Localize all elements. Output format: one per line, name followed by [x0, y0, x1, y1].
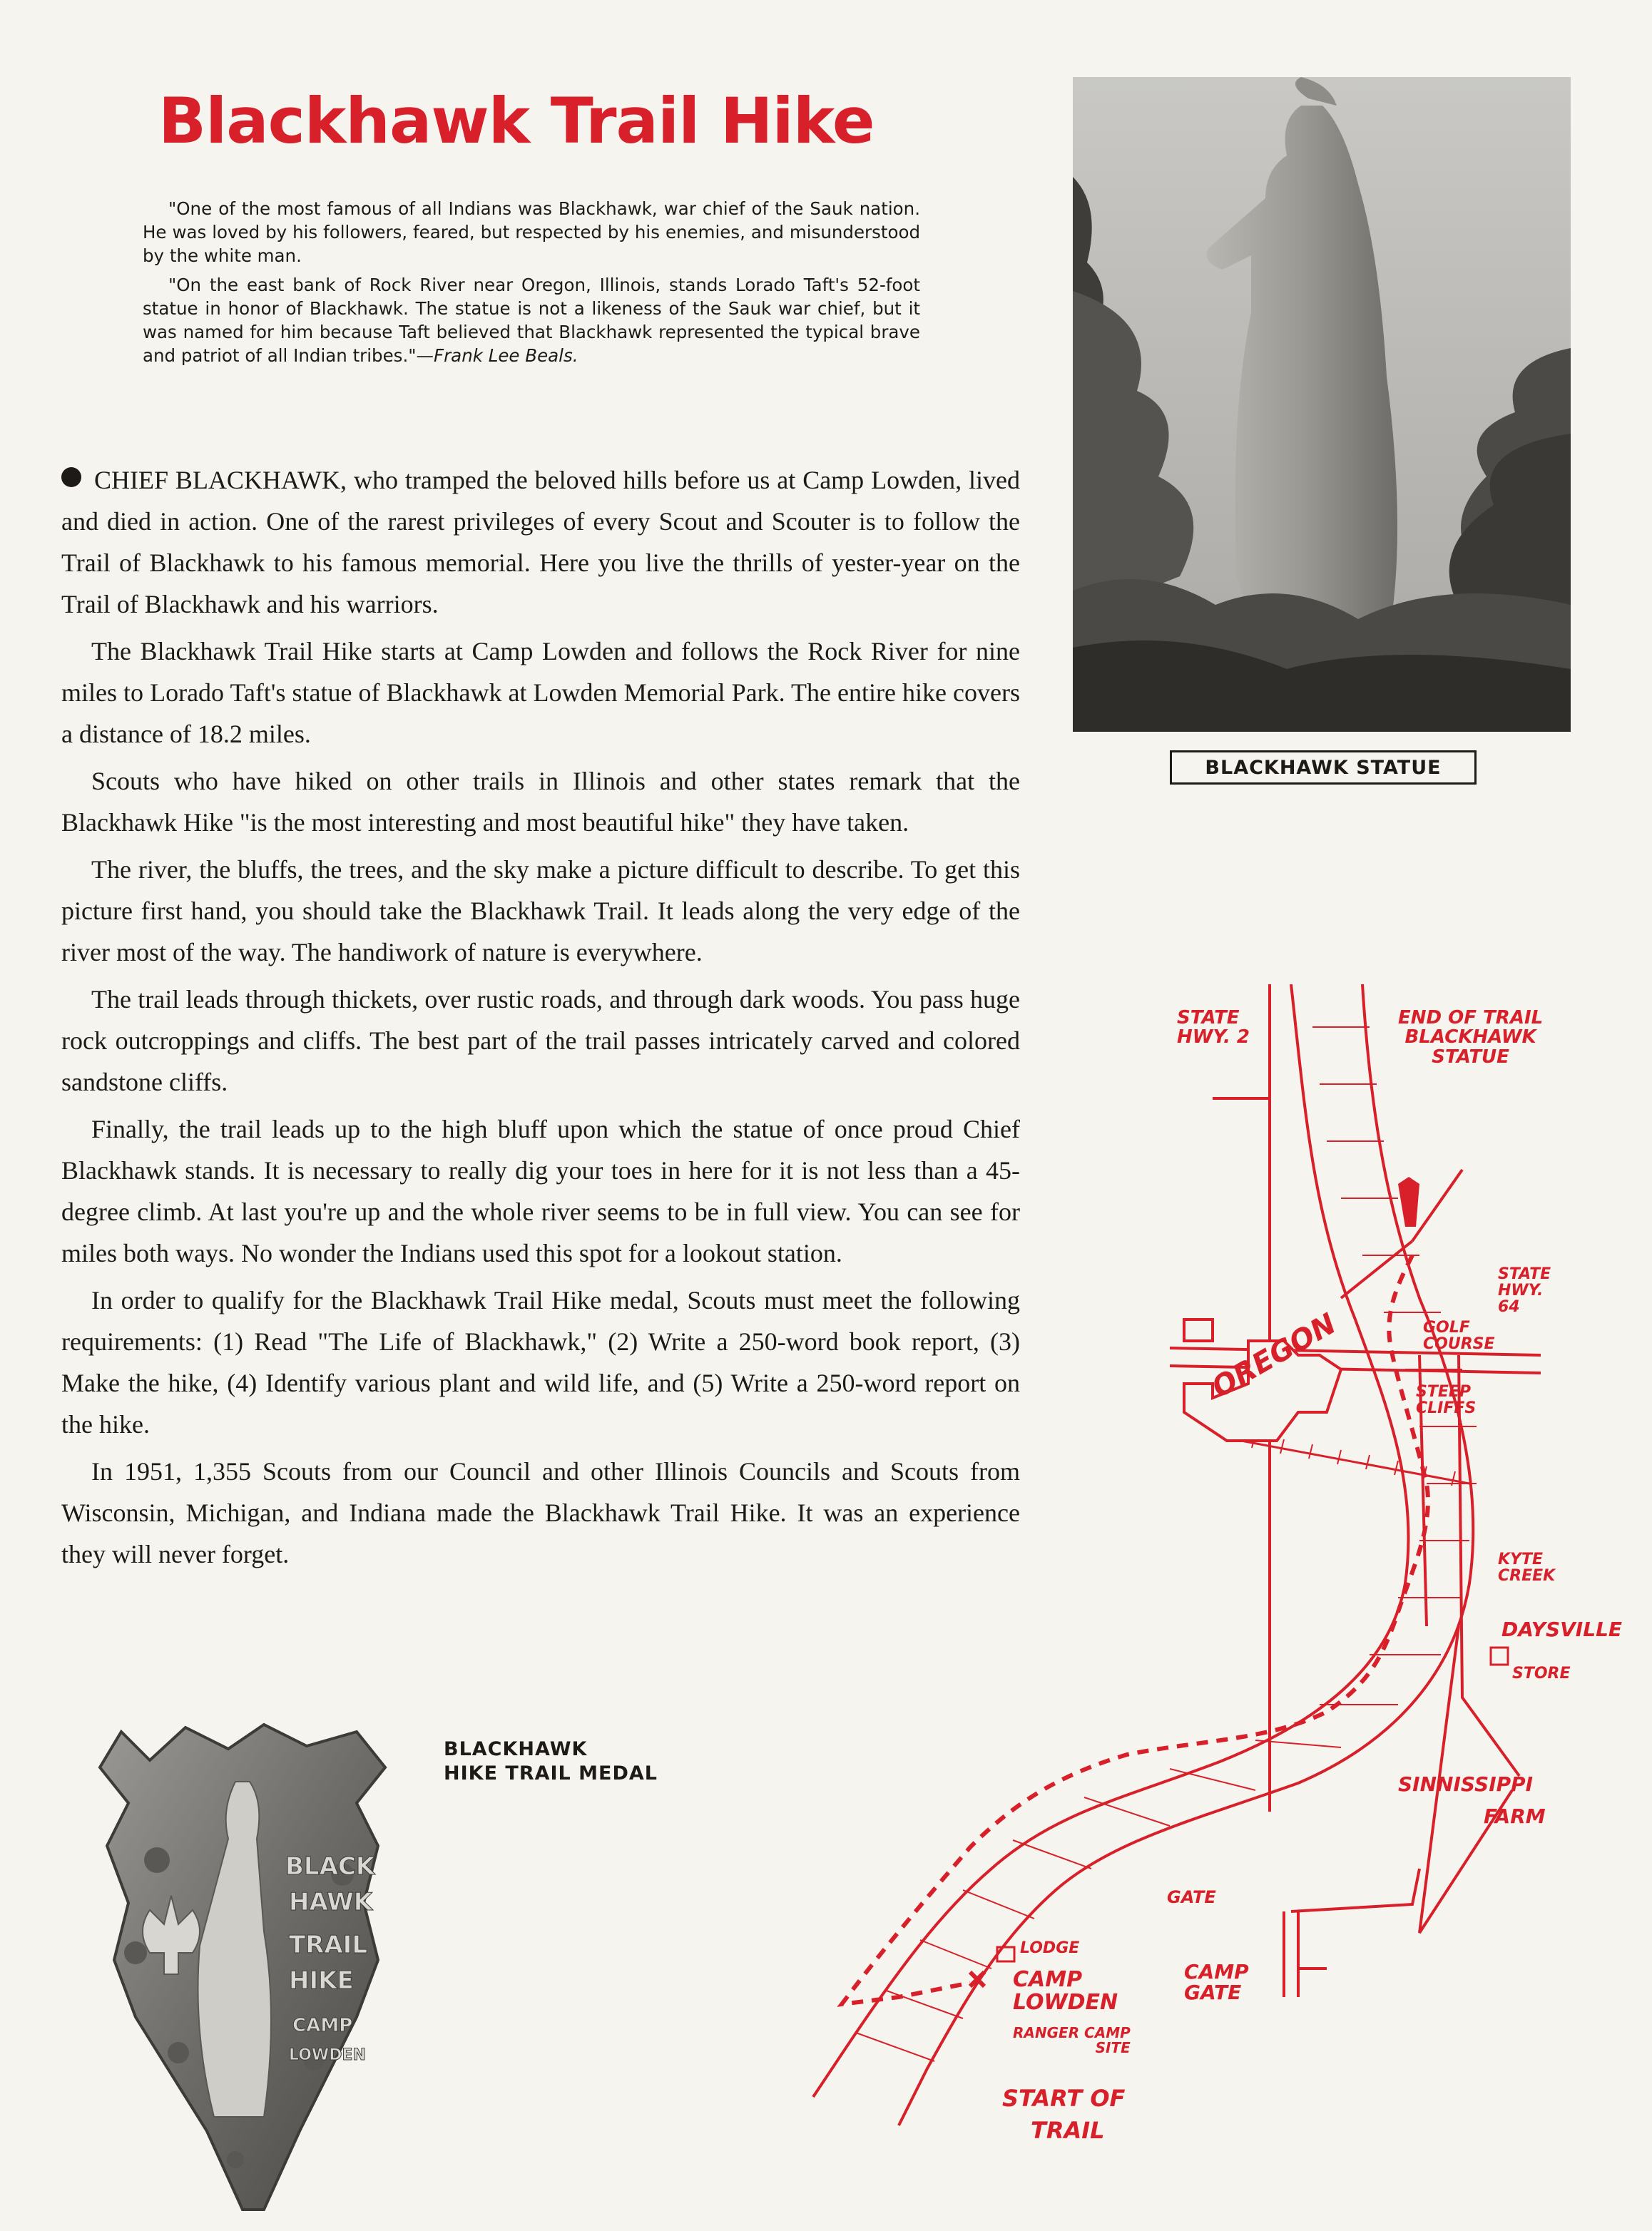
label-kyte-creek: KYTE CREEK [1498, 1551, 1556, 1586]
label-golf-course: GOLF COURSE [1423, 1319, 1495, 1354]
body-paragraph-4: The river, the bluffs, the trees, and the sky make a picture difficult to describe. To get this picture first hand, you should take the Blackhawk Trail. It leads along the very edge of the river most of the way. The handiwork of nature is everywhere. [61, 855, 1020, 966]
arrowhead-medal-icon [71, 1717, 428, 2217]
label-camp-lowden: CAMP LOWDEN [1013, 1967, 1118, 2015]
label-state-hwy-64: STATE HWY. 64 [1498, 1265, 1551, 1317]
trail-map-drawing [756, 984, 1584, 2140]
medal-word-3: TRAIL [289, 1931, 368, 1959]
bullet-icon [61, 467, 81, 487]
body-paragraph-8: In 1951, 1,355 Scouts from our Council and other Illinois Councils and Scouts from Wisconsin, Michigan, and Indiana made the Blackhawk Trail Hike. It was an experience they will never forget. [61, 1457, 1020, 1568]
label-store: STORE [1512, 1665, 1571, 1683]
statue-photo-icon [1073, 77, 1571, 732]
medal-word-1: BLACK [285, 1852, 375, 1881]
quote-paragraph-1: "One of the most famous of all Indians was Blackhawk, war chief of the Sauk nation. He was loved by his followers, feared, but respected by his enemies, and misunderstood by the white man. [143, 198, 920, 266]
photo-caption: BLACKHAWK STATUE [1170, 750, 1477, 785]
label-state-hwy-2: STATE HWY. 2 [1177, 1007, 1250, 1048]
medal-word-5: CAMP [292, 2015, 353, 2036]
medal-word-4: HIKE [289, 1966, 354, 1995]
trail-map [756, 984, 1623, 2144]
quote-attribution: —Frank Lee Beals. [416, 345, 578, 366]
label-lodge: LODGE [1020, 1939, 1080, 1957]
label-oregon: OREGON [1206, 1307, 1342, 1405]
medal-word-2: HAWK [289, 1888, 373, 1916]
label-daysville: DAYSVILLE [1501, 1618, 1623, 1641]
page-title: Blackhawk Trail Hike [158, 84, 875, 158]
label-ranger-camp-site: RANGER CAMP SITE [1013, 2024, 1131, 2056]
label-sinnissippi-farm: SINNISSIPPI FARM [1398, 1772, 1546, 1828]
body-paragraph-2: The Blackhawk Trail Hike starts at Camp Lowden and follows the Rock River for nine miles to Lorado Taft's statue of Blackhawk at Lowden Memorial Park. The entire hike covers a distance of 18.2 miles. [61, 637, 1020, 748]
trail-medal-image [71, 1717, 428, 2217]
quote-paragraph-2: "On the east bank of Rock River near Oregon, Illinois, stands Lorado Taft's 52-foot statue in honor of Blackhawk. The statue is not a likeness of the Sauk war chief, but it was named for him because Taft believed that Blackhawk represented the typical brave and patriot of all Indian tribes."—Frank Lee Beals. [143, 275, 920, 366]
body-paragraph-5: The trail leads through thickets, over rustic roads, and through dark woods. You pass huge rock outcroppings and cliffs. The best part of the trail passes intricately carved and colored sandstone cliffs. [61, 985, 1020, 1096]
body-paragraph-3: Scouts who have hiked on other trails in Illinois and other states remark that the Blackhawk Hike "is the most interesting and most beautiful hike" they have taken. [61, 767, 1020, 837]
body-paragraph-1: CHIEF BLACKHAWK, who tramped the beloved hills before us at Camp Lowden, lived and died in action. One of the rarest privileges of every Scout and Scouter is to follow the Trail of Blackhawk to his famous memorial. Here you live the thrills of yester-year on the Trail of Blackhawk and his warriors. [61, 466, 1020, 618]
label-start-of-trail: START OF TRAIL [1002, 2085, 1126, 2144]
intro-quote [143, 197, 920, 373]
label-end-of-trail: END OF TRAIL BLACKHAWK STATUE [1398, 1007, 1544, 1068]
body-paragraph-6: Finally, the trail leads up to the high bluff upon which the statue of once proud Chief Blackhawk stands. It is necessary to really dig your toes in here for it is not less than a 45-degree climb. At last you're up and the whole river seems to be in full view. You can see for miles both ways. No wonder the Indians used this spot for a lookout station. [61, 1115, 1020, 1267]
blackhawk-statue-photo [1073, 77, 1571, 732]
label-camp-gate: CAMP GATE [1184, 1960, 1249, 2005]
medal-word-6: LOWDEN [289, 2046, 366, 2064]
label-steep-cliffs: STEEP CLIFFS [1416, 1383, 1477, 1418]
medal-caption: BLACKHAWK HIKE TRAIL MEDAL [444, 1738, 658, 1785]
label-gate: GATE [1167, 1887, 1216, 1907]
body-paragraph-7: In order to qualify for the Blackhawk Trail Hike medal, Scouts must meet the following requirements: (1) Read "The Life of Blackhawk," (2) Write a 250-word book report, (3) Make the hike, (4) Identify various plant and wild life, and (5) Write a 250-word report on the hike. [61, 1286, 1020, 1439]
